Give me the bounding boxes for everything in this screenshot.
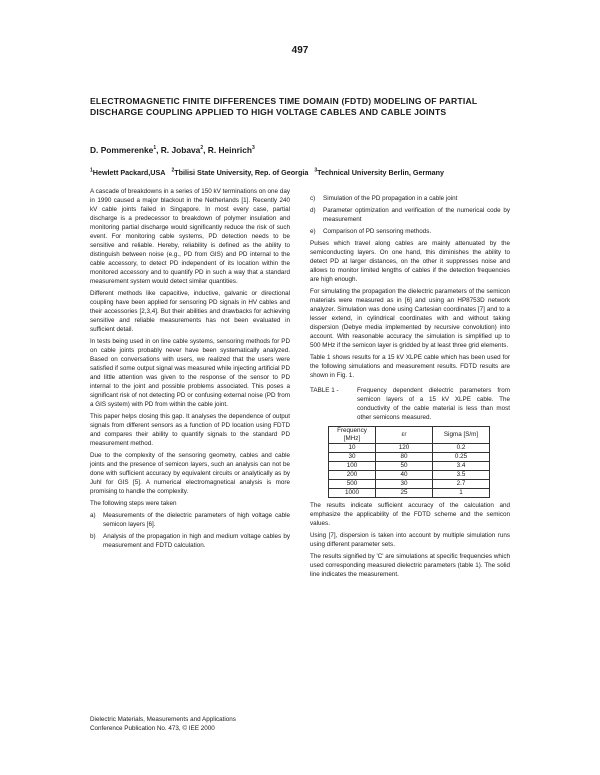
- page-number: 497: [291, 45, 309, 56]
- table-header: εr: [376, 427, 433, 444]
- table-cell: 3.5: [433, 471, 490, 480]
- conference-footer: [90, 716, 236, 733]
- affiliation-sup: 1: [90, 167, 93, 174]
- step-text: Measurements of the dielectric parameters of high voltage cable semicon layers [6].: [103, 512, 290, 528]
- table-header-row: [329, 427, 490, 444]
- step-item: [90, 532, 290, 550]
- affiliation-sup: 3: [314, 167, 318, 174]
- table-cell: 40: [376, 471, 433, 480]
- step-list: [310, 194, 510, 236]
- affiliation: Technical University Berlin, Germany: [317, 168, 445, 177]
- table-cell: 30: [376, 480, 433, 489]
- body-paragraph: Due to the complexity of the sensoring geometry, cables and cable joints and the presence of semicon layers, such an analysis can not be done with sufficient accuracy by equivalent circuits or analytically as by Juhl for GIS [5]. A numerical electromagnetical analysis is more promising to handle the complexity.: [90, 452, 290, 495]
- step-marker: a): [90, 512, 96, 519]
- table-cell: 3.4: [433, 462, 490, 471]
- affiliation: Tbilisi State University, Rep. of Georgia: [174, 168, 309, 177]
- table-cell: 25: [376, 489, 433, 498]
- body-paragraph: Pulses which travel along cables are mainly attenuated by the semiconducting layers. On one hand, this diminishes the ability to detect PD at larger distances, on the other it suppresses noise and allows to monitor limited lengths of cables if the detection frequencies are high enough.: [310, 240, 510, 283]
- step-marker: c): [310, 195, 316, 202]
- footer-line: Conference Publication No. 473, © IEE 2000: [90, 724, 215, 732]
- table-label: TABLE 1 -: [310, 387, 339, 394]
- table-caption-text: Frequency dependent dielectric parameters from semicon layers of a 15 kV XLPE cable. The conductivity of the cable material is less than most other semicons measured.: [357, 387, 510, 421]
- affiliation: Hewlett Packard,USA: [92, 168, 166, 177]
- paper-title: ELECTROMAGNETIC FINITE DIFFERENCES TIME DOMAIN (FDTD) MODELING OF PARTIAL DISCHARGE COUPLING APPLIED TO HIGH VOLTAGE CABLES AND CABLE JOINTS: [90, 96, 478, 117]
- author-sup: 2: [200, 145, 204, 152]
- step-text: Analysis of the propagation in high and medium voltage cables by measurement and FDTD calculation.: [103, 533, 290, 549]
- body-paragraph: The results indicate sufficient accuracy of the calculation and emphasize the applicability of the FDTD scheme and the semicon values.: [310, 502, 510, 527]
- table-cell: 100: [329, 462, 376, 471]
- step-item: [90, 511, 290, 529]
- step-text: Comparison of PD sensoring methods.: [323, 228, 432, 235]
- step-item: [310, 227, 510, 236]
- author-sup: 1: [153, 145, 157, 152]
- left-column: [90, 187, 290, 553]
- table-row: [329, 453, 490, 462]
- step-item: [310, 194, 510, 203]
- table-header: Frequency [MHz]: [329, 427, 376, 444]
- table-cell: 10: [329, 444, 376, 453]
- author-line: D. Pommerenke$^1$, R. Jobava$^2$, R. Heinrich$^3$: [90, 145, 255, 155]
- footer-line: Dielectric Materials, Measurements and Applications: [90, 716, 236, 723]
- table-row: [329, 480, 490, 489]
- body-paragraph: A cascade of breakdowns in a series of 150 kV terminations on one day in 1990 caused a major blackout in the Netherlands [1]. Recently 240 kV cable joints failed in Singapore. In most every case, partial discharge is a predecessor to breakdown of polymer insulation and monitoring partial discharge would significantly reduce the risk of such event. For monitoring cable systems, PD detection needs to be sensitive and reliable. Hereby, reliability is defined as the ability to distinguish between noise (e.g., PD from GIS) and PD internal to the cable accessory, to detect PD independent of its location within the monitored accessory and to quantify PD in such a way that a standard measurement system would detect similar quantities.: [90, 188, 290, 285]
- step-marker: d): [310, 207, 316, 214]
- affiliation-sup: 2: [171, 167, 175, 174]
- table-cell: 1000: [329, 489, 376, 498]
- author-sup: 3: [251, 145, 255, 152]
- table-header: Sigma [S/m]: [433, 427, 490, 444]
- table-cell: 80: [376, 453, 433, 462]
- step-item: [310, 206, 510, 224]
- table-cell: 50: [376, 462, 433, 471]
- table-caption: [310, 386, 510, 422]
- table-cell: 0.2: [433, 444, 490, 453]
- step-marker: e): [310, 228, 316, 235]
- author-name: R. Heinrich: [207, 145, 252, 155]
- step-marker: b): [90, 533, 96, 540]
- table-cell: 120: [376, 444, 433, 453]
- body-paragraph: Different methods like capacitive, inductive, galvanic or directional coupling have been applied for sensoring PD signals in HV cables and their accessories [2,3,4]. But their abilities and drawbacks for achieving sensitive and reliable measurements has not been evaluated in sufficient detail.: [90, 290, 290, 333]
- step-text: Parameter optimization and verification of the numerical code by measurement: [323, 207, 510, 223]
- table-cell: 1: [433, 489, 490, 498]
- table-cell: 500: [329, 480, 376, 489]
- step-text: Simulation of the PD propagation in a cable joint: [323, 195, 458, 202]
- body-paragraph: The following steps were taken: [90, 500, 177, 507]
- body-paragraph: In tests being used in on line cable systems, sensoring methods for PD on cable joints probably never have been systematically analyzed. Based on conversations with users, we realized that the users were satisfied if some output signal was measured while injecting artificial PD and little attention was given to the response of the sensor to PD internal to the joint and possible problems associated. This poses a significant risk of not detecting PD or confusing external noise (PD from a GIS system) with PD from within the cable joint.: [90, 338, 290, 408]
- table-cell: 200: [329, 471, 376, 480]
- body-paragraph: Using [7], dispersion is taken into account by multiple simulation runs using different parameter sets.: [310, 532, 510, 548]
- body-paragraph: The results signified by 'C' are simulations at specific frequencies which used corresponding measured dielectric parameters (table 1). The solid line indicates the measurement.: [310, 553, 510, 578]
- table-cell: 0.25: [433, 453, 490, 462]
- table-row: [329, 489, 490, 498]
- affiliation-line: [90, 168, 444, 177]
- step-list: [90, 511, 290, 550]
- right-column: [310, 194, 510, 582]
- author-name: R. Jobava: [160, 145, 201, 155]
- table-cell: 30: [329, 453, 376, 462]
- dielectric-table: [328, 426, 490, 498]
- table-row: [329, 444, 490, 453]
- table-cell: 2.7: [433, 480, 490, 489]
- body-paragraph: For simulating the propagation the dielectric parameters of the semicon materials were measured as in [6] and using an HP8753D network analyzer. Simulation was done using Cartesian coordinates [7] and to a lesser extend, in cylindrical coordinates with and without taking dispersion (Debye media implemented by recursive convolution) into account. With reasonable accuracy the simulation is simplified up to 500 MHz if the semicon layer is gridded by at least three grid elements.: [310, 288, 510, 349]
- author-name: D. Pommerenke: [90, 145, 154, 155]
- body-paragraph: Table 1 shows results for a 15 kV XLPE cable which has been used for the following simulations and measurement results. FDTD results are shown in Fig. 1.: [310, 354, 510, 379]
- table-row: [329, 471, 490, 480]
- body-paragraph: This paper helps closing this gap. It analyses the dependence of output signals from different sensors as a function of PD location using FDTD and compares their ability to quantify signals to the standard PD measurement method.: [90, 413, 290, 447]
- table-row: [329, 462, 490, 471]
